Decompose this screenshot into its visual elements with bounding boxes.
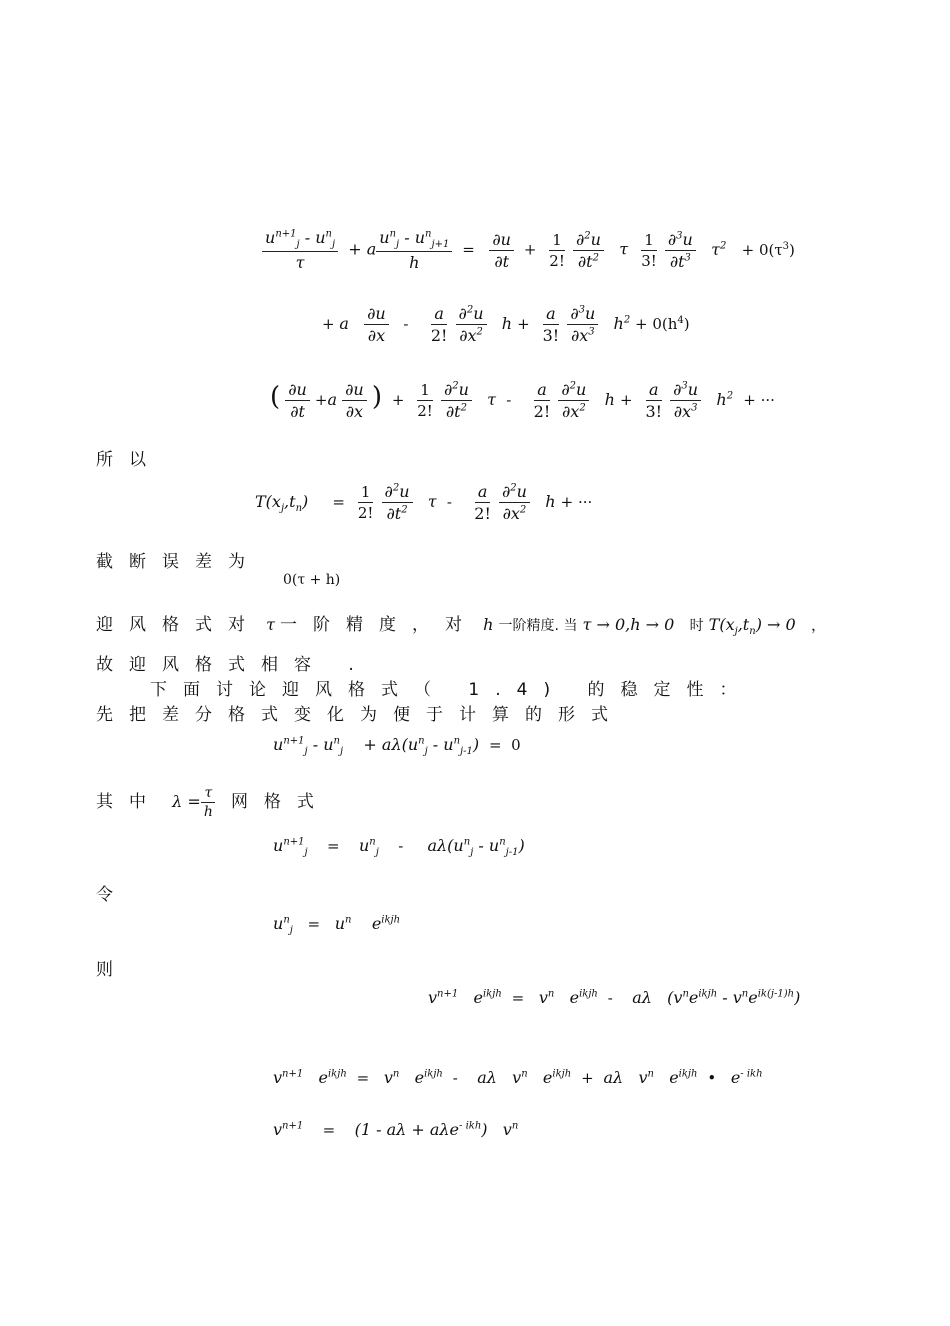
equation-explicit-scheme: $u^{n+1}_j$ = $u^n_j$ - $a\lambda(u^n_j - u^n_{j-1})$ [273, 836, 525, 859]
text-consistency-line: 迎风格式对 τ 一阶精度，对 h 一阶精度. 当 τ → 0,h → 0 时 $T(x_j,t_n) \to 0$ ， [96, 615, 826, 638]
equation-amplification: $v^{n+1}$ = (1 - aλ + aλe$^{- ikh}$) $v^n$ [273, 1120, 519, 1139]
equation-rewritten-scheme: $u^{n+1}_j - u^n_j$ + $a\lambda(u^n_j - u^n_{j-1}) = 0$ [273, 735, 521, 758]
text-consistency-2: 一阶精度，对 [280, 615, 479, 635]
text-suoyi: 所以 [96, 450, 162, 470]
text-qizhong: 其中 [96, 792, 162, 812]
text-ling: 令 [96, 885, 129, 905]
text-rewrite: 先把差分格式变化为便于计算的形式 [96, 705, 624, 725]
equation-taylor-line-2: + a $\frac{\partial u}{\partial x}$ - $\frac{a}{2!}$ $\frac{\partial^2u}{\partial x^2}$ h + $\frac{a}{3!}$ $\frac{\partial^3u}{\partial x^3}$ $h^2 + 0(h^4)$ [322, 304, 690, 345]
text-consistency-3: 一阶精度. 当 [498, 618, 578, 634]
text-stability-intro: 下面讨论迎风格式（ 1.4) 的稳定性： [150, 680, 753, 700]
text-jieduan-order: 0(τ + h) [283, 572, 341, 588]
text-consistency-5: ， [810, 616, 826, 634]
equation-substitution-2: $v^{n+1}$ $e^{ikjh} = v^n$ $e^{ikjh}$ - aλ $v^n$ $e^{ikjh} + a\lambda$ $v^n$ $e^{ikjh}$ • $e^{- ikh}$ [273, 1068, 763, 1087]
equation-fourier-mode: $u^n_j = u^n$ $e^{ikjh}$ [273, 914, 401, 937]
text-consistency-1: 迎风格式对 [96, 615, 261, 635]
text-wangge: 网格式 [230, 792, 330, 812]
equation-substitution-1: $v^{n+1}$ $e^{ikjh} = v^n$ $e^{ikjh}$ - aλ $(v^ne^{ikjh} - v^ne^{ik(j-1)h})$ [428, 988, 801, 1007]
text-jieduan: 截断误差为 [96, 552, 261, 572]
equation-truncation: $T(x_j,t_n)$ = $\frac{1}{2!}$ $\frac{\partial^2u}{\partial t^2}$ τ - $\frac{a}{2!}$ $\frac{\partial^2u}{\partial x^2}$ h + ··· [255, 482, 593, 523]
text-consistency-4: 时 [689, 618, 704, 634]
equation-taylor-line-3: ( $\frac{\partial u}{\partial t}$ +a $\frac{\partial u}{\partial x}$ ) + $\frac{1}{2!}$ $\frac{\partial^2u}{\partial t^2}$ τ - $\frac{a}{2!}$ $\frac{\partial^2u}{\partial x^2}$ h + $\frac{a}{3!}$ $\frac{\partial^3u}{\partial x^3}$ $h^2$ + ··· [270, 380, 775, 421]
text-consistency-6: 故迎风格式相容 . [96, 655, 370, 675]
text-qizhong-line: 其中 λ = $\frac{\tau}{h}$ 网格式 [96, 785, 330, 820]
text-ze: 则 [96, 960, 129, 980]
equation-taylor-line-1: $\frac{u^{n+1}_j - u^n_j}{\tau}$ + a $\frac{u^n_j - u^n_{j+1}}{h}$ = $\frac{\partial u}{\partial t}$ + $\frac{1}{2!}$ $\frac{\partial^2u}{\partial t^2}$ τ $\frac{1}{3!}$ $\frac{\partial^3u}{\partial t^3}$ $\tau^2$ + $0(\tau^3)$ [262, 228, 795, 272]
